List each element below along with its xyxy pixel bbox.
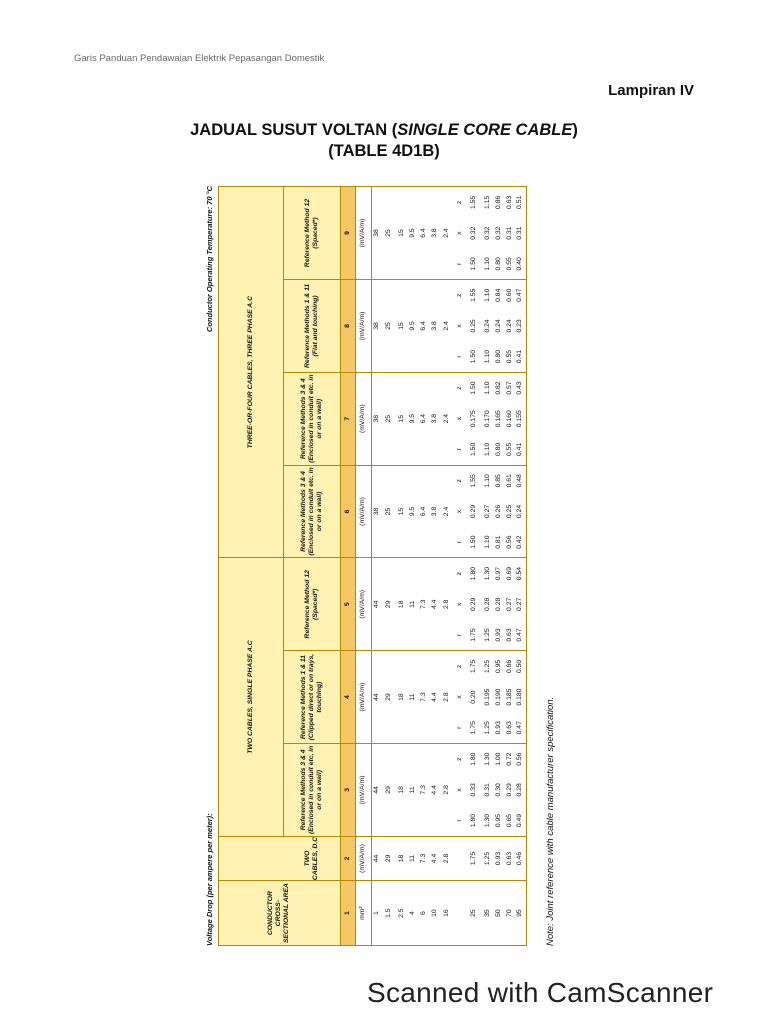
size-cell: 1.5 [382, 881, 396, 946]
value-cell: 0.55 [504, 341, 515, 372]
value-cell: 0.29 [470, 504, 477, 519]
value-cell: 0.27 [505, 597, 513, 611]
header-conductor-area: CONDUCTOR CROSS-SECTIONAL AREA [219, 881, 341, 946]
value-cell: 11 [407, 651, 418, 744]
value-cell: 0.49 [515, 805, 526, 836]
value-cell: 0.47 [515, 620, 526, 651]
component-label-x: x [456, 509, 463, 514]
value-cell: 9.5 [407, 280, 418, 373]
col-number: 4 [340, 651, 355, 744]
document-header-note: Garis Panduan Pendawaian Elektrik Pepasangan Domestik [74, 53, 325, 64]
value-cell: 0.170 [483, 410, 491, 428]
value-cell: 1.80 [470, 566, 477, 581]
table-row [454, 187, 466, 946]
value-cell: 0.46 [515, 836, 526, 881]
component-label-z: z [456, 664, 463, 669]
value-cell: 0.56 [515, 743, 526, 774]
value-cell: 38 [371, 187, 382, 280]
value-cell: 3.8 [429, 372, 440, 465]
value-cell: 0.30 [494, 783, 502, 797]
value-cell: 2.8 [440, 743, 454, 836]
component-label-r: r [454, 620, 466, 651]
component-label-z: z [454, 187, 466, 218]
value-cell: 2.4 [440, 465, 454, 558]
col-number: 1 [340, 881, 355, 946]
value-cell: 1.75 [466, 713, 482, 744]
large-sizes-body [454, 187, 526, 946]
unit-mv: (mV/A/m) [355, 558, 371, 651]
value-cell: 0.20 [470, 690, 477, 704]
header-blank-dc [219, 836, 284, 881]
title-suffix: ) [572, 121, 578, 139]
value-cell: 0.23 [515, 310, 526, 341]
value-cell: 0.95 [493, 805, 504, 836]
value-cell: 1.00 [494, 752, 502, 766]
value-cell: 1.25 [483, 659, 491, 674]
value-cell: 0.24 [494, 319, 502, 333]
value-cell: 0.80 [493, 249, 504, 280]
header-group-three-four-cables: THREE-OR-FOUR CABLES, THREE PHASE A.C [219, 187, 284, 558]
title-prefix: JADUAL SUSUT VOLTAN ( [190, 121, 398, 139]
value-cell: 7.3 [418, 651, 429, 744]
size-cell: 2.5 [396, 881, 407, 946]
value-cell: 0.93 [493, 836, 504, 881]
value-cell: 0.32 [494, 226, 502, 240]
header-col9-method: Reference Method 12 (Spaced*) [284, 187, 341, 280]
value-cell: 29 [382, 651, 396, 744]
value-cell: 1.10 [483, 288, 491, 302]
value-cell: 1.55 [466, 187, 482, 218]
value-cell: 0.66 [505, 659, 513, 674]
value-cell: 44 [371, 651, 382, 744]
table-row [429, 187, 440, 946]
component-label-x: x [456, 324, 463, 328]
value-cell: 1.10 [482, 249, 493, 280]
value-cell: 0.55 [504, 249, 515, 280]
value-cell: 3.8 [429, 280, 440, 373]
unit-mv: (mV/A/m) [355, 372, 371, 465]
value-cell: 1.50 [466, 434, 482, 465]
value-cell: 1.50 [466, 249, 482, 280]
value-cell: 1.55 [470, 288, 477, 302]
value-cell: 1.25 [482, 836, 493, 881]
value-cell: 0.93 [493, 713, 504, 744]
value-cell: 0.72 [505, 752, 513, 766]
component-label-z: z [456, 293, 463, 297]
value-cell: 0.47 [515, 280, 526, 311]
value-cell: 9.5 [407, 465, 418, 558]
size-cell: 1 [371, 881, 382, 946]
value-cell: 29 [382, 743, 396, 836]
size-cell: 25 [466, 881, 482, 946]
header-col3-method: Reference Methods 3 & 4 (Enclosed in conduit etc. in or on a wall) [284, 743, 341, 836]
value-cell: 2.4 [440, 372, 454, 465]
value-cell: 1.50 [466, 341, 482, 372]
value-cell: 0.63 [504, 620, 515, 651]
value-cell: 0.81 [493, 527, 504, 558]
value-cell: 2.8 [440, 558, 454, 651]
unit-mv: (mV/A/m) [355, 651, 371, 744]
size-cell: 95 [515, 881, 526, 946]
value-cell: 1.10 [483, 381, 491, 395]
value-cell: 0.86 [493, 187, 504, 218]
value-cell: 4.4 [429, 836, 440, 881]
value-cell: 0.54 [515, 558, 526, 589]
value-cell: 11 [407, 558, 418, 651]
value-cell: 0.97 [494, 566, 502, 581]
value-cell: 0.31 [515, 218, 526, 249]
value-cell: 0.40 [515, 249, 526, 280]
value-cell: 0.31 [505, 226, 513, 240]
value-cell: 0.31 [483, 783, 491, 797]
unit-mv: (mV/A/m) [355, 743, 371, 836]
value-cell: 1.30 [483, 752, 491, 766]
component-label-r: r [454, 434, 466, 465]
value-cell: 2.4 [440, 187, 454, 280]
unit-mv: (mV/A/m) [355, 836, 371, 881]
value-cell: 0.56 [504, 527, 515, 558]
unit-mv: (mV/A/m) [355, 187, 371, 280]
value-cell: 11 [407, 743, 418, 836]
value-cell: 0.32 [470, 226, 477, 240]
size-cell: 50 [493, 881, 504, 946]
value-cell: 0.41 [515, 434, 526, 465]
title-table-number: (TABLE 4D1B) [328, 142, 440, 160]
value-cell: 0.165 [494, 410, 502, 428]
value-cell: 9.5 [407, 372, 418, 465]
value-cell: 0.65 [504, 805, 515, 836]
header-col6-method: Reference Methods 3 & 4 (Enclosed in conduit etc. in or on a wall) [284, 465, 341, 558]
component-label-z: z [456, 386, 463, 390]
value-cell: 0.24 [505, 319, 513, 333]
value-cell: 0.63 [504, 187, 515, 218]
temperature-caption: Conductor Operating Temperature: 70 °C [205, 186, 214, 333]
value-cell: 6.4 [418, 187, 429, 280]
value-cell: 0.43 [515, 372, 526, 403]
value-cell: 25 [382, 465, 396, 558]
value-cell: 38 [371, 465, 382, 558]
component-label-r: r [454, 341, 466, 372]
col-number: 3 [340, 743, 355, 836]
value-cell: 0.42 [515, 527, 526, 558]
value-cell: 7.3 [418, 558, 429, 651]
value-cell: 29 [382, 558, 396, 651]
value-cell: 1.55 [470, 474, 477, 488]
value-cell: 2.8 [440, 651, 454, 744]
value-cell: 25 [382, 372, 396, 465]
value-cell: 4.4 [429, 558, 440, 651]
table-row [482, 187, 493, 946]
value-cell: 0.32 [483, 226, 491, 240]
rotated-table-block [205, 186, 555, 946]
table-row [371, 187, 382, 946]
value-cell: 0.155 [515, 403, 526, 434]
component-label-z: z [456, 571, 463, 576]
table-row [382, 187, 396, 946]
table-row [440, 187, 454, 946]
value-cell: 1.10 [482, 341, 493, 372]
value-cell: 1.10 [483, 474, 491, 488]
value-cell: 0.29 [505, 783, 513, 797]
value-cell: 6.4 [418, 372, 429, 465]
header-two-cables-dc: TWO CABLES, D.C [284, 836, 341, 881]
size-cell: 4 [407, 881, 418, 946]
value-cell: 0.61 [505, 474, 513, 488]
component-label-z: z [456, 757, 463, 761]
value-cell: 44 [371, 558, 382, 651]
value-cell: 3.8 [429, 187, 440, 280]
component-label-r: r [454, 249, 466, 280]
component-label-r: r [454, 805, 466, 836]
value-cell: 0.33 [470, 783, 477, 797]
value-cell: 0.63 [504, 836, 515, 881]
value-cell: 0.28 [483, 597, 491, 611]
col-number: 5 [340, 558, 355, 651]
value-cell: 1.50 [470, 381, 477, 395]
voltage-drop-caption: Voltage Drop (per ampere per meter): [205, 813, 214, 946]
value-cell: 44 [371, 836, 382, 881]
value-cell: 4.4 [429, 651, 440, 744]
value-cell: 0.25 [505, 504, 513, 519]
value-cell: 0.180 [515, 682, 526, 713]
value-cell: 0.80 [493, 434, 504, 465]
value-cell: 1.10 [482, 434, 493, 465]
joint-reference-note: Note: Joint reference with cable manufacturer specification. [545, 696, 556, 946]
value-cell: 0.57 [505, 381, 513, 395]
component-label-x: x [456, 602, 463, 607]
header-col8-method: Reference Methods 1 & 11 (Flat and touching) [284, 280, 341, 373]
unit-mv: (mV/A/m) [355, 280, 371, 373]
value-cell: 15 [396, 280, 407, 373]
table-row [515, 187, 526, 946]
value-cell: 0.55 [504, 434, 515, 465]
value-cell: 0.24 [515, 496, 526, 527]
value-cell: 0.63 [504, 713, 515, 744]
value-cell: 15 [396, 187, 407, 280]
empty-cell [454, 881, 466, 946]
value-cell: 2.4 [440, 280, 454, 373]
value-cell: 25 [382, 187, 396, 280]
value-cell: 9.5 [407, 187, 418, 280]
col-number: 7 [340, 372, 355, 465]
component-label-x: x [456, 788, 463, 792]
value-cell: 1.15 [482, 187, 493, 218]
value-cell: 0.28 [494, 597, 502, 611]
value-cell: 0.82 [494, 381, 502, 395]
value-cell: 3.8 [429, 465, 440, 558]
value-cell: 6.4 [418, 280, 429, 373]
value-cell: 1.75 [466, 836, 482, 881]
value-cell: 18 [396, 651, 407, 744]
table-row [466, 187, 482, 946]
value-cell: 2.8 [440, 836, 454, 881]
header-group-two-cables-ac: TWO CABLES, SINGLE PHASE A.C [219, 558, 284, 836]
value-cell: 7.3 [418, 836, 429, 881]
value-cell: 1.10 [482, 527, 493, 558]
value-cell: 0.93 [493, 620, 504, 651]
header-col7-method: Reference Methods 3 & 4 (Enclosed in conduit etc. in or on a wall) [284, 372, 341, 465]
size-cell: 35 [482, 881, 493, 946]
table-row [418, 187, 429, 946]
unit-mm2: mm² [355, 881, 371, 946]
value-cell: 1.25 [482, 620, 493, 651]
value-cell: 7.3 [418, 743, 429, 836]
value-cell: 38 [371, 280, 382, 373]
table-row [396, 187, 407, 946]
value-cell: 0.160 [505, 410, 513, 428]
value-cell: 0.60 [505, 288, 513, 302]
value-cell: 0.185 [505, 688, 513, 706]
value-cell: 0.80 [493, 341, 504, 372]
value-cell: 0.84 [494, 288, 502, 302]
value-cell: 15 [396, 465, 407, 558]
size-cell: 6 [418, 881, 429, 946]
value-cell: 0.25 [470, 319, 477, 333]
camscanner-watermark: Scanned with CamScanner [367, 977, 714, 1008]
value-cell: 0.51 [515, 187, 526, 218]
value-cell: 11 [407, 836, 418, 881]
value-cell: 1.75 [466, 620, 482, 651]
value-cell: 25 [382, 280, 396, 373]
value-cell: 29 [382, 836, 396, 881]
component-label-r: r [454, 527, 466, 558]
value-cell: 18 [396, 743, 407, 836]
value-cell: 0.24 [483, 319, 491, 333]
value-cell: 38 [371, 372, 382, 465]
page-title [0, 120, 768, 162]
value-cell: 1.25 [482, 713, 493, 744]
header-col5-method: Reference Method 12 (Spaced*) [284, 558, 341, 651]
value-cell: 0.26 [494, 504, 502, 519]
col-number: 2 [340, 836, 355, 881]
value-cell: 1.30 [482, 805, 493, 836]
value-cell: 0.27 [515, 589, 526, 620]
component-label-r: r [454, 713, 466, 744]
table-row [493, 187, 504, 946]
value-cell: 0.48 [515, 465, 526, 496]
value-cell: 0.85 [494, 474, 502, 488]
value-cell: 44 [371, 743, 382, 836]
component-label-x: x [456, 695, 463, 699]
value-cell: 1.80 [470, 752, 477, 766]
value-cell: 0.190 [494, 688, 502, 706]
value-cell: 0.41 [515, 341, 526, 372]
value-cell: 18 [396, 558, 407, 651]
value-cell: 1.80 [466, 805, 482, 836]
value-cell: 0.50 [515, 651, 526, 682]
value-cell: 0.27 [483, 504, 491, 519]
component-label-x: x [456, 231, 463, 235]
size-cell: 10 [429, 881, 440, 946]
small-sizes-body [371, 187, 454, 946]
col-number: 8 [340, 280, 355, 373]
size-cell: 16 [440, 881, 454, 946]
component-label-x: x [456, 417, 463, 421]
value-cell: 6.4 [418, 465, 429, 558]
header-col4-method: Reference Methods 1 & 11 (Clipped direct or on trays, touching) [284, 651, 341, 744]
value-cell: 0.47 [515, 713, 526, 744]
unit-mv: (mV/A/m) [355, 465, 371, 558]
value-cell: 0.195 [483, 688, 491, 706]
value-cell: 18 [396, 836, 407, 881]
col-number: 9 [340, 187, 355, 280]
value-cell: 0.69 [505, 566, 513, 581]
table-row [504, 187, 515, 946]
value-cell: 4.4 [429, 743, 440, 836]
value-cell: 1.75 [470, 659, 477, 674]
table-row [407, 187, 418, 946]
value-cell: 1.50 [466, 527, 482, 558]
component-label-z: z [456, 479, 463, 483]
value-cell: 0.28 [515, 774, 526, 805]
value-cell: 0.175 [470, 410, 477, 428]
title-italic: SINGLE CORE CABLE [397, 121, 573, 139]
col-number: 6 [340, 465, 355, 558]
size-cell: 70 [504, 881, 515, 946]
value-cell: 0.29 [470, 597, 477, 611]
value-cell: 15 [396, 372, 407, 465]
voltage-drop-table [218, 186, 527, 946]
empty-cell [454, 836, 466, 881]
value-cell: 0.95 [494, 659, 502, 674]
value-cell: 1.30 [483, 566, 491, 581]
appendix-label: Lampiran IV [608, 82, 694, 99]
